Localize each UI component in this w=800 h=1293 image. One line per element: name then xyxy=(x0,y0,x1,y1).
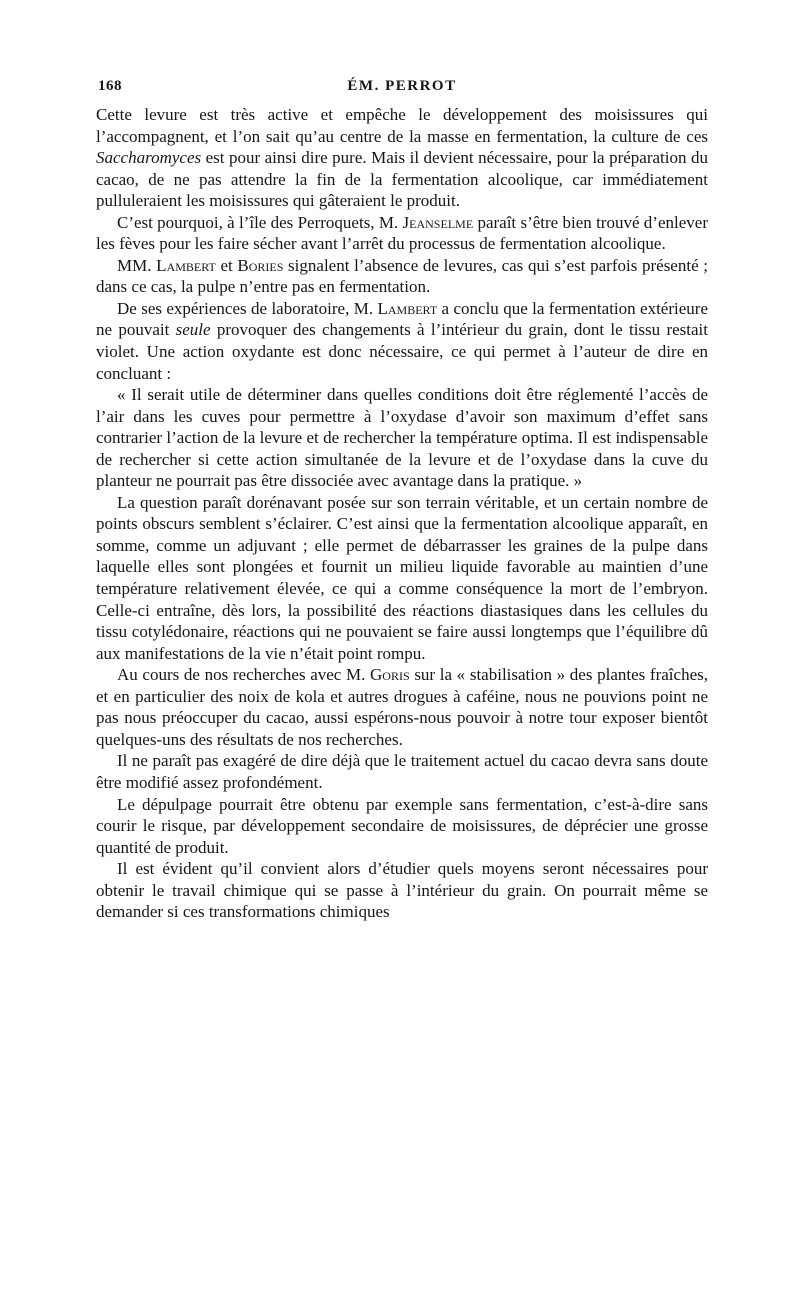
paragraph-1-text: Cette levure est très active et empêche le développement des moisissures qui l’accompagnent, et l’on sait qu’au centre de la masse en fermentation, la culture de ces xyxy=(96,105,708,146)
italic-seule: seule xyxy=(175,320,211,340)
paragraph-6 xyxy=(96,492,708,664)
paragraph-6-text: La question paraît dorénavant posée sur son terrain véritable, et un certain nombre de points obscurs semblent s’éclairer. C’est ainsi que la fermentation alcoolique apparaît, en somme, comme un adjuvant ; elle permet de débarrasser les graines de la pulpe dans laquelle elles sont plongées et fournit un milieu liquide favorable au maintien d’une température relativement élevée, ce qui a comme conséquence la mort de l’embryon. Celle-ci entraîne, dès lors, la possibilité des réactions diastasiques dans les cellules du tissu cotylédonaire, réactions qui ne pouvaient se faire aussi longtemps que l’équilibre dû aux manifestations de la vie n’était point rompu. xyxy=(96,492,708,663)
name-lambert: Lambert xyxy=(156,255,216,275)
running-title: ÉM. PERROT xyxy=(347,78,457,94)
name-lambert-2: Lambert xyxy=(377,298,438,318)
paragraph-4-before: De ses expériences de laboratoire, M. xyxy=(117,298,378,318)
quotation-text: « Il serait utile de déterminer dans quelles conditions doit être réglementé l’accès de l’air dans les cuves pour permettre à l’oxydase d’avoir son maximum d’effet sans contrarier l’action de la levure et de rechercher la température optima. Il est indispensable de rechercher si cette action simultanée de la levure et de l’oxydase dans la cuve du planteur ne pourrait pas être dissociée avec avantage dans la pratique. » xyxy=(96,385,708,491)
paragraph-3-mid: et xyxy=(215,255,238,275)
paragraph-4 xyxy=(96,298,708,384)
paragraph-3 xyxy=(96,255,708,298)
body-text xyxy=(96,104,708,923)
paragraph-7 xyxy=(96,664,708,750)
paragraph-10-text: Il est évident qu’il convient alors d’étudier quels moyens seront nécessaires pour obtenir le travail chimique qui se passe à l’intérieur du grain. On pourrait même se demander si ces transformations chimiques xyxy=(96,859,708,922)
paragraph-8-text: Il ne paraît pas exagéré de dire déjà que le traitement actuel du cacao devra sans doute être modifié assez profondément. xyxy=(96,751,708,792)
paragraph-3-after: signalent l’absence de levures, cas qui s’est parfois présenté ; dans ce cas, la pulpe n’entre pas en fermentation. xyxy=(96,255,708,297)
paragraph-9-text: Le dépulpage pourrait être obtenu par exemple sans fermentation, c’est-à-dire sans courir le risque, par développement secondaire de moisissures, de déprécier une grosse quantité de produit. xyxy=(96,794,708,857)
page xyxy=(96,74,708,923)
paragraph-8 xyxy=(96,750,708,793)
paragraph-2-before: C’est pourquoi, à l’île des Perroquets, M. xyxy=(117,212,403,232)
running-header xyxy=(96,74,708,104)
paragraph-10 xyxy=(96,858,708,923)
italic-saccharomyces: Saccharomyces xyxy=(96,148,202,168)
quotation-paragraph xyxy=(96,384,708,492)
paragraph-2 xyxy=(96,212,708,255)
paragraph-4-mid: a conclu que la fermentation extérieure ne pouvait xyxy=(96,298,708,340)
name-goris: Goris xyxy=(370,665,410,685)
name-jeanselme: Jeanselme xyxy=(402,212,474,232)
paragraph-2-after: paraît s’être bien trouvé d’enlever les fèves pour les faire sécher avant l’arrêt du processus de fermentation alcoolique. xyxy=(96,212,708,254)
paragraph-7-before: Au cours de nos recherches avec M. xyxy=(117,665,371,685)
paragraph-1 xyxy=(96,104,708,212)
paragraph-7-after: sur la « stabilisation » des plantes fraîches, et en particulier des noix de kola et autres drogues à caféine, nous ne pouvions point ne pas nous préoccuper du cacao, aussi espérons-nous pouvoir à notre tour exposer bientôt quelques-uns des résultats de nos recherches. xyxy=(96,665,708,749)
paragraph-9 xyxy=(96,794,708,859)
paragraph-3-before: MM. xyxy=(117,255,157,275)
page-number: 168 xyxy=(98,78,122,94)
name-bories: Bories xyxy=(237,255,284,275)
paragraph-1-text-after: est pour ainsi dire pure. Mais il devient nécessaire, pour la préparation du cacao, de ne pas attendre la fin de la fermentation alcoolique, car immédiatement pulluleraient les moisissures qui gâteraient le produit. xyxy=(96,148,708,211)
paragraph-4-after: provoquer des changements à l’intérieur du grain, dont le tissu restait violet. Une action oxydante est donc nécessaire, ce qui permet à l’auteur de dire en concluant : xyxy=(96,320,709,383)
